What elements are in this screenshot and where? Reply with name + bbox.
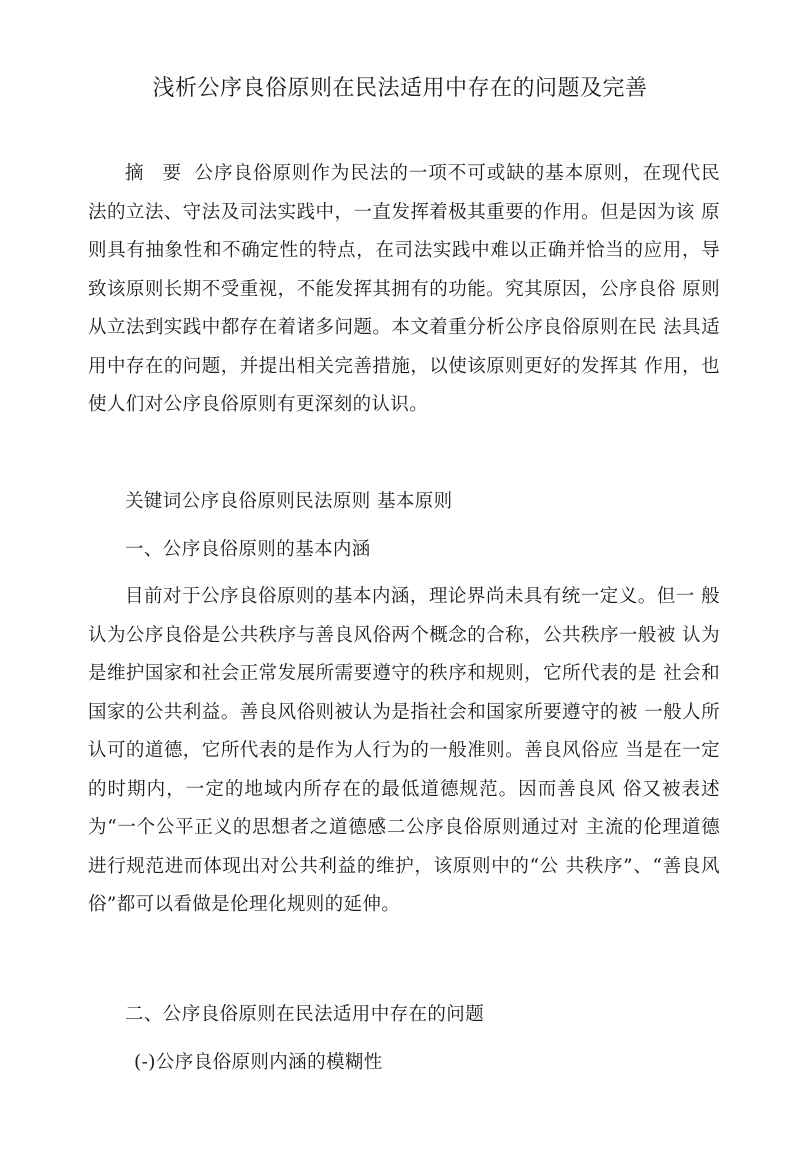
abstract-text: 公序良俗原则作为民法的一项不可或缺的基本原则，在现代民 法的立法、守法及司法实践中，一直发挥着极其重要的作用。但是因为该 原则具有抽象性和不确定性的特点，在司法实践中难以正确并恰当的应用，导致该原则长期不受重视，不能发挥其拥有的功能。究其原因，公序良俗 原则从立法到实践中都存在着诸多问题。本文着重分析公序良俗原则在民 法具适用中存在的问题，并提出相关完善措施，以使该原则更好的发挥其 作用，也使人们对公序良俗原则有更深刻的认识。 bbox=[88, 163, 720, 415]
document-title: 浅析公序良俗原则在民法适用中存在的问题及完善 bbox=[152, 76, 648, 101]
section-1-body bbox=[88, 578, 720, 925]
abstract-label: 摘 要 bbox=[125, 163, 188, 184]
keywords-line: 关键词公序良俗原则民法原则 基本原则 bbox=[125, 491, 453, 512]
subsection-heading-1: (-)公序良俗原则内涵的模糊性 bbox=[134, 1052, 383, 1073]
section-heading-2: 二、公序良俗原则在民法适用中存在的问题 bbox=[125, 1004, 485, 1025]
abstract-paragraph bbox=[88, 155, 720, 425]
abstract-block bbox=[88, 155, 720, 425]
section-heading-1: 一、公序良俗原则的基本内涵 bbox=[125, 539, 371, 560]
section-1-paragraph: 目前对于公序良俗原则的基本内涵，理论界尚未具有统一定义。但一 般认为公序良俗是公共秩序与善良风俗两个概念的合称，公共秩序一般被 认为是维护国家和社会正常发展所需要遵守的秩序和规则，它所代表的是 社会和国家的公共利益。善良风俗则被认为是指社会和国家所要遵守的被 一般人所认可的道德，它所代表的是作为人行为的一般准则。善良风俗应 当是在一定的时期内，一定的地域内所存在的最低道德规范。因而善良风 俗又被表述为“一个公平正义的思想者之道德感二公序良俗原则通过对 主流的伦理道德进行规范进而体现出对公共利益的维护，该原则中的“公 共秩序”、“善良风俗”都可以看做是伦理化规则的延伸。 bbox=[88, 586, 720, 915]
